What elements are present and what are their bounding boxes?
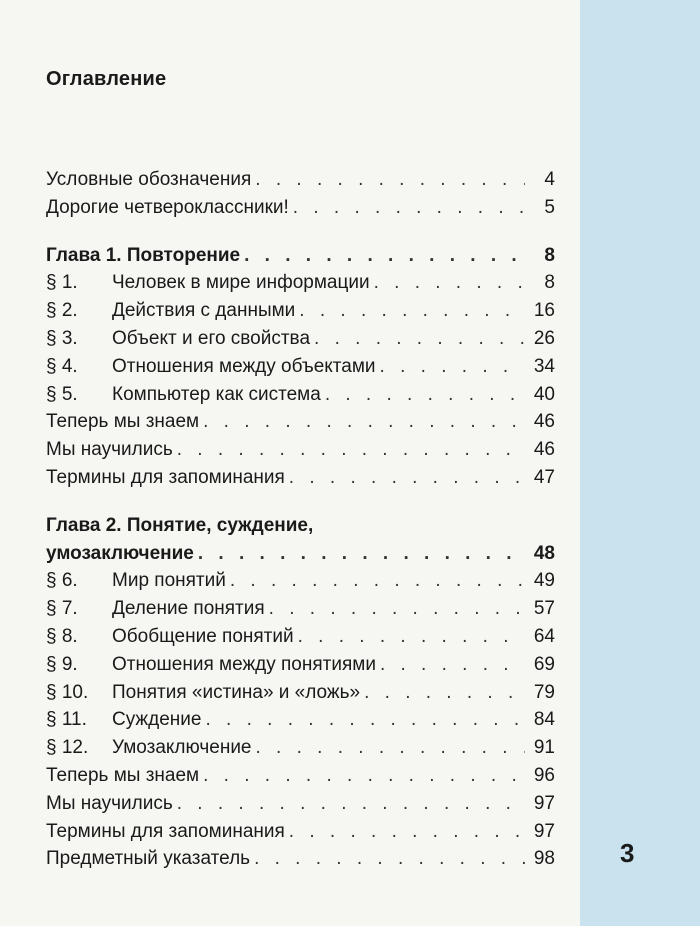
toc-entry-label: умозаключение	[46, 542, 194, 564]
toc-row	[46, 353, 555, 381]
dot-leader	[298, 623, 525, 651]
toc-row	[46, 623, 555, 651]
dot-leader	[293, 194, 525, 222]
dot-leader	[364, 679, 525, 707]
toc-row	[46, 567, 555, 595]
toc-row	[46, 436, 555, 464]
toc-entry-page: 26	[533, 327, 555, 349]
dot-leader	[177, 790, 525, 818]
section-number: § 3.	[46, 327, 78, 349]
section-number: § 1.	[46, 272, 78, 294]
toc-entry-label: Предметный указатель	[46, 848, 251, 870]
table-of-contents	[46, 166, 555, 873]
toc-entry-page: 48	[533, 542, 555, 564]
toc-entry-page: 49	[533, 570, 555, 592]
dot-leader	[314, 325, 525, 353]
toc-entry-page: 47	[533, 466, 555, 488]
dot-leader	[205, 706, 525, 734]
toc-row	[46, 706, 555, 734]
toc-entry-label: Мы научились	[46, 439, 173, 461]
section-number: § 4.	[46, 355, 78, 377]
toc-entry-label: Объект и его свойства	[112, 327, 311, 349]
toc-entry-page: 5	[544, 196, 555, 218]
toc-entry-page: 8	[544, 244, 555, 266]
toc-entry-label: Деление понятия	[112, 598, 265, 620]
section-number: § 5.	[46, 383, 78, 405]
dot-leader	[256, 734, 526, 762]
toc-entry-page: 34	[533, 355, 555, 377]
dot-leader	[230, 567, 525, 595]
toc-row	[46, 679, 555, 707]
section-number: § 8.	[46, 625, 78, 647]
toc-entry-page: 84	[533, 709, 555, 731]
toc-entry-page: 8	[544, 272, 555, 294]
dot-leader	[269, 595, 525, 623]
toc-entry-page: 98	[533, 848, 555, 870]
toc-entry-page: 97	[533, 820, 555, 842]
toc-row	[46, 464, 555, 492]
dot-leader	[254, 845, 525, 873]
toc-chapter-row	[46, 540, 555, 568]
toc-entry-label: Отношения между понятиями	[112, 653, 376, 675]
dot-leader	[198, 540, 525, 568]
toc-entry-label: Дорогие четвероклассники!	[46, 196, 289, 218]
toc-row	[46, 297, 555, 325]
dot-leader	[177, 436, 525, 464]
toc-entry-page: 46	[533, 411, 555, 433]
dot-leader	[244, 242, 525, 270]
toc-entry-label: Мы научились	[46, 792, 173, 814]
section-number: § 11.	[46, 709, 87, 731]
toc-row	[46, 595, 555, 623]
toc-entry-label: Термины для запоминания	[46, 820, 285, 842]
section-number: § 2.	[46, 300, 78, 322]
toc-entry-label: Человек в мире информации	[112, 272, 370, 294]
toc-row	[46, 845, 555, 873]
toc-entry-page: 79	[533, 681, 555, 703]
toc-title: Оглавление	[46, 68, 167, 90]
dot-leader	[255, 166, 525, 194]
toc-entry-page: 46	[533, 439, 555, 461]
toc-entry-label: Глава 1. Повторение	[46, 244, 241, 266]
toc-entry-page: 97	[533, 792, 555, 814]
toc-entry-page: 96	[533, 764, 555, 786]
toc-row	[46, 762, 555, 790]
toc-entry-page: 69	[533, 653, 555, 675]
toc-entry-label: Теперь мы знаем	[46, 411, 200, 433]
dot-leader	[380, 651, 525, 679]
toc-entry-label: Понятия «истина» и «ложь»	[112, 681, 361, 703]
toc-entry-page: 4	[544, 169, 555, 190]
toc-entry-label: Компьютер как система	[112, 383, 321, 405]
toc-entry-page: 16	[533, 300, 555, 322]
toc-row	[46, 408, 555, 436]
dot-leader	[289, 464, 525, 492]
dot-leader	[299, 297, 525, 325]
dot-leader	[203, 408, 525, 436]
section-number: § 10.	[46, 681, 89, 703]
dot-leader	[289, 818, 525, 846]
toc-chapter-row	[46, 242, 555, 270]
toc-row	[46, 325, 555, 353]
toc-entry-label: Теперь мы знаем	[46, 764, 200, 786]
toc-row	[46, 194, 555, 222]
toc-entry-label: Обобщение понятий	[112, 625, 294, 647]
toc-row	[46, 269, 555, 297]
toc-entry-label: Отношения между объектами	[112, 355, 376, 377]
dot-leader	[325, 381, 525, 409]
dot-leader	[380, 353, 525, 381]
toc-row	[46, 651, 555, 679]
side-color-strip	[580, 0, 700, 926]
dot-leader	[203, 762, 525, 790]
dot-leader	[374, 269, 525, 297]
section-number: § 6.	[46, 570, 78, 592]
toc-row	[46, 166, 555, 194]
toc-row	[46, 734, 555, 762]
toc-chapter-row	[46, 512, 555, 540]
toc-entry-label: Умозаключение	[112, 737, 252, 759]
toc-row	[46, 790, 555, 818]
toc-entry-label: Мир понятий	[112, 570, 226, 592]
toc-row	[46, 381, 555, 409]
section-number: § 9.	[46, 653, 78, 675]
toc-entry-page: 91	[533, 737, 555, 759]
page-number: 3	[620, 838, 635, 868]
toc-row	[46, 818, 555, 846]
toc-entry-label: Суждение	[112, 709, 202, 731]
section-number: § 12.	[46, 737, 89, 759]
toc-entry-label: Условные обозначения	[46, 169, 252, 190]
toc-entry-page: 57	[533, 598, 555, 620]
toc-entry-page: 64	[533, 625, 555, 647]
toc-entry-label: Глава 2. Понятие, суждение,	[46, 514, 314, 536]
toc-entry-page: 40	[533, 383, 555, 405]
toc-entry-label: Действия с данными	[112, 300, 296, 322]
toc-entry-label: Термины для запоминания	[46, 466, 285, 488]
section-number: § 7.	[46, 598, 78, 620]
